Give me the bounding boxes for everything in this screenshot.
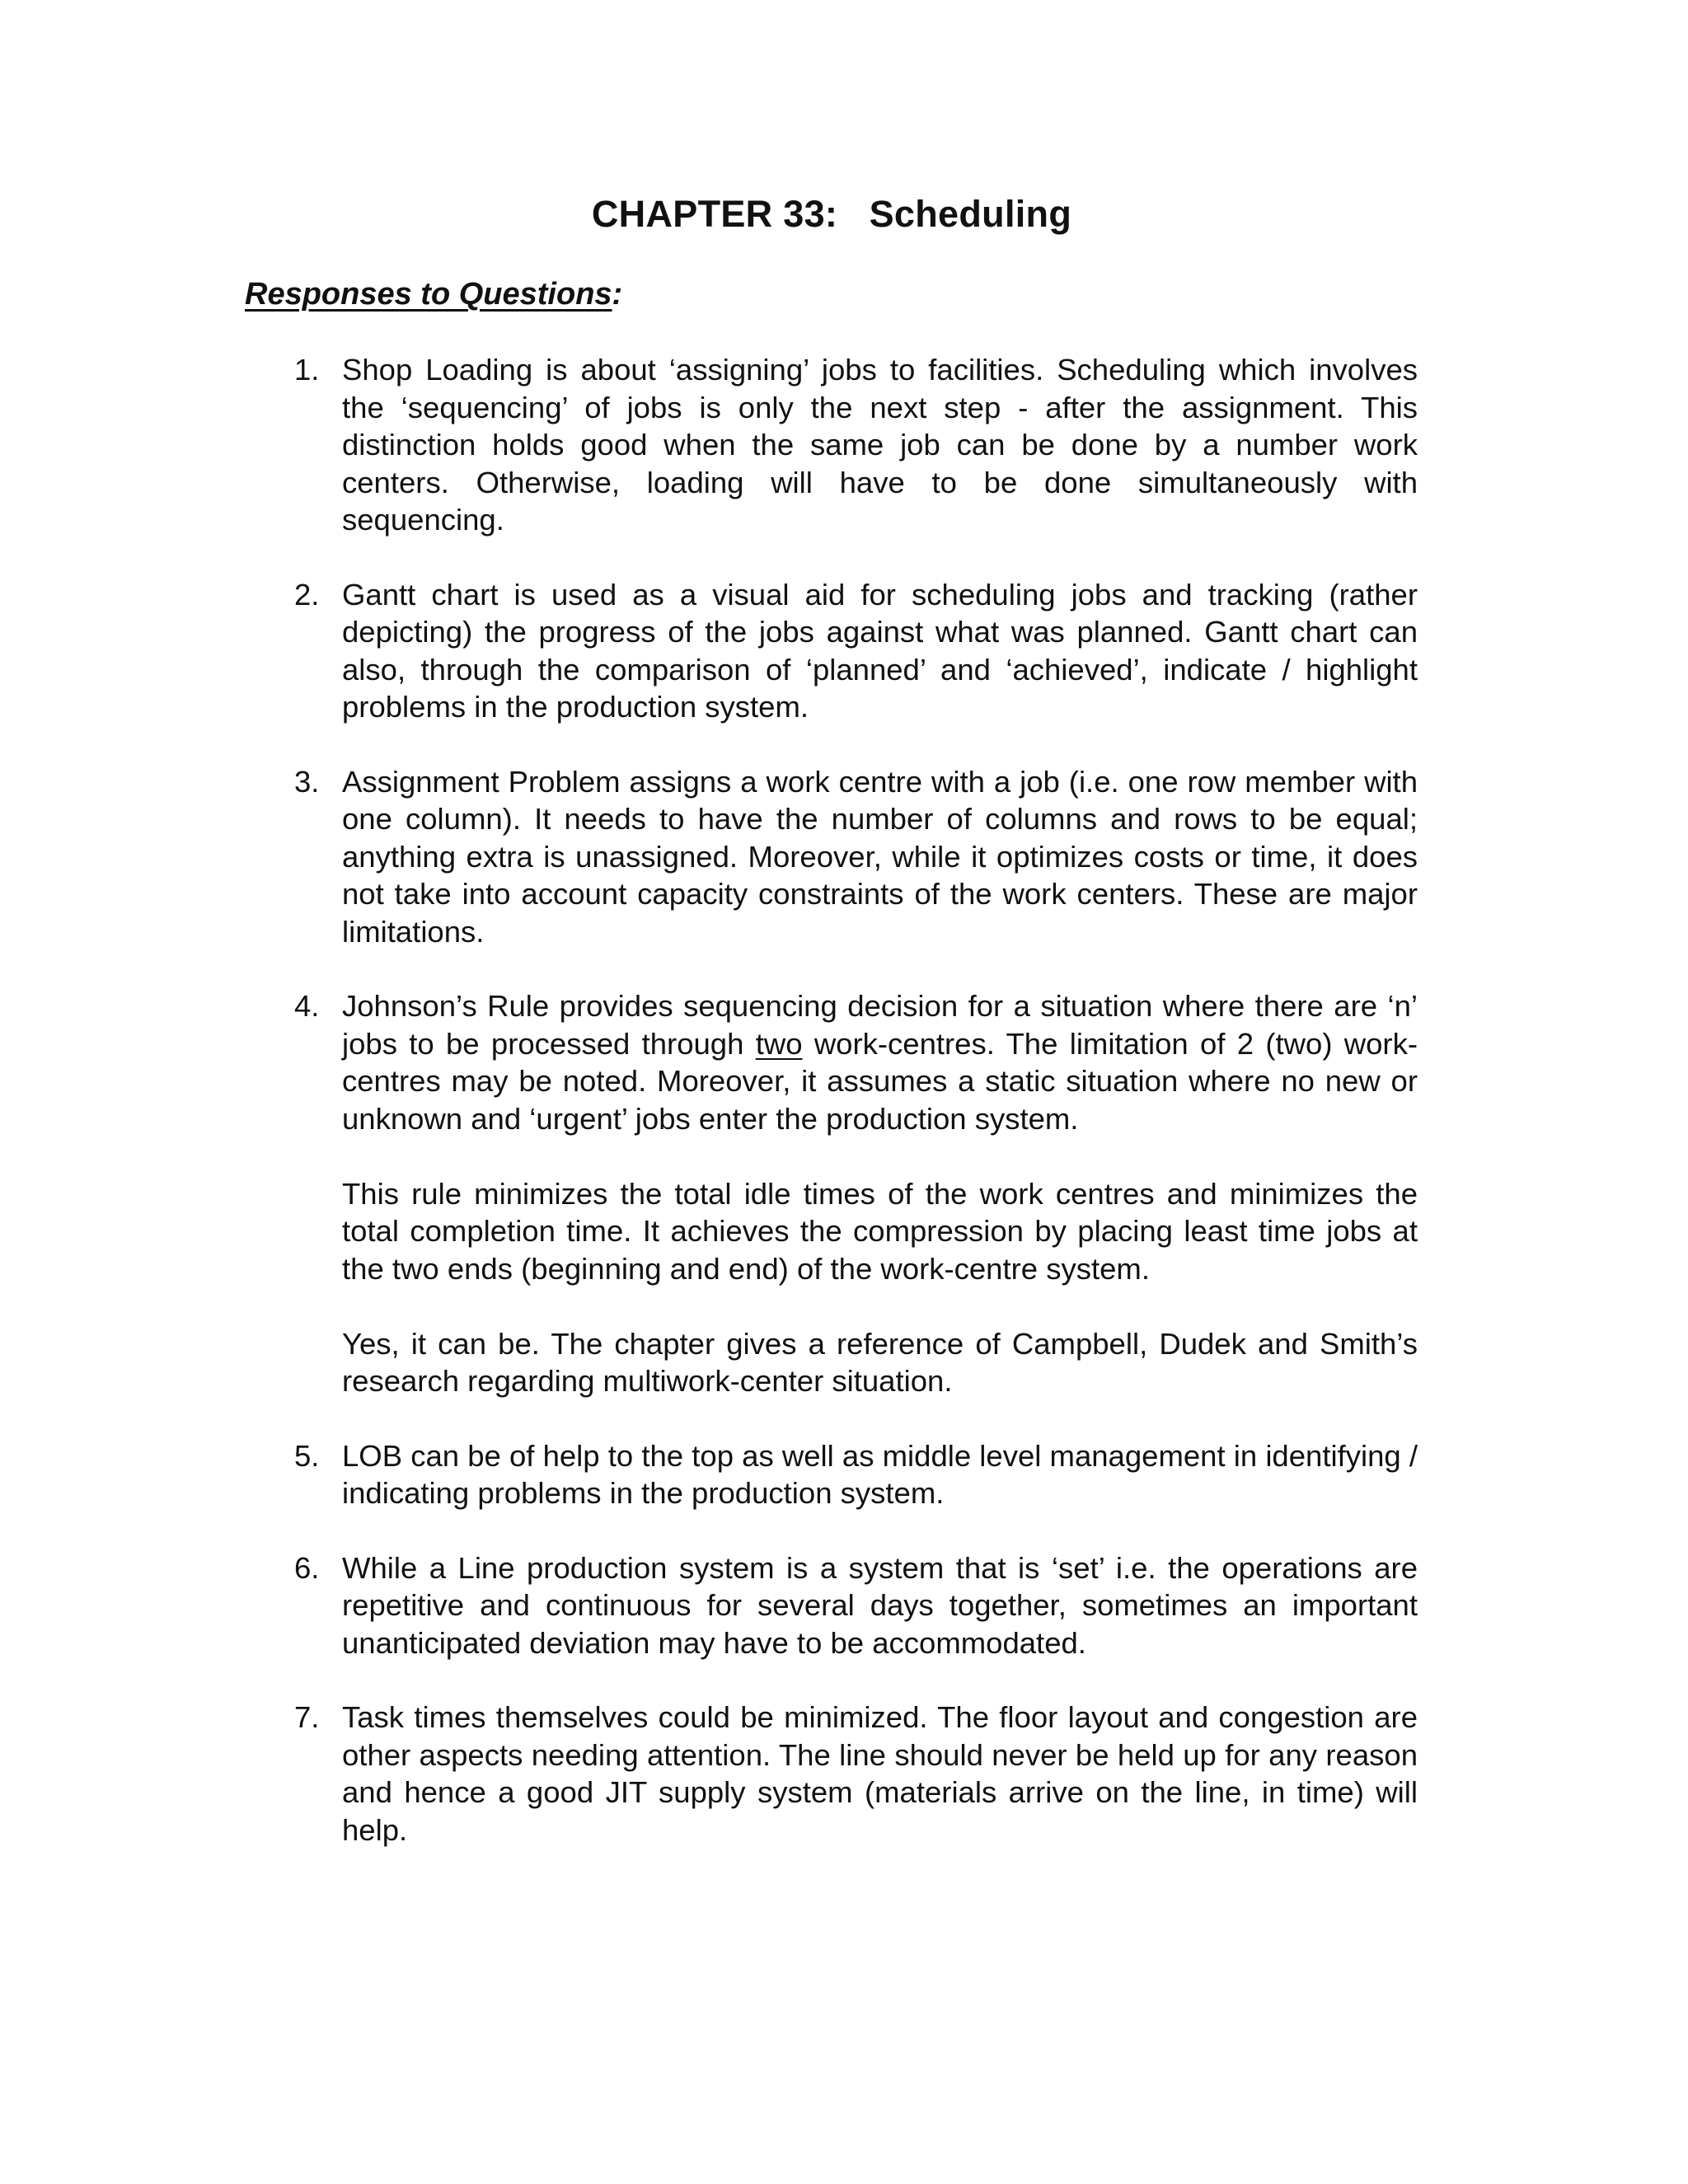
answer-paragraph: Shop Loading is about ‘assigning’ jobs to facilities. Scheduling which involves the ‘sequencing’ of jobs is only the next step - after the assignment. This distinction holds good when the same job can be done by a number work centers. Otherwise, loading will have to be done simultaneously with sequencing.	[342, 353, 1418, 537]
answer-item-1	[284, 351, 1418, 539]
section-heading	[245, 277, 622, 312]
answer-number: 4.	[294, 989, 320, 1023]
answer-item-2	[284, 576, 1418, 726]
chapter-title: CHAPTER 33: Scheduling	[591, 193, 1072, 235]
answer-number: 5.	[294, 1438, 320, 1473]
answer-paragraph: Yes, it can be. The chapter gives a reference of Campbell, Dudek and Smith’s research regarding multiwork-center situation.	[342, 1326, 1418, 1398]
answer-item-5	[284, 1437, 1418, 1512]
answer-paragraph: LOB can be of help to the top as well as middle level management in identifying / indicating problems in the production system.	[342, 1438, 1418, 1510]
section-heading-colon: :	[612, 277, 623, 312]
answer-item-4	[284, 987, 1418, 1400]
answer-number: 6.	[294, 1550, 320, 1585]
answer-text-segment: work-centres. The limitation of 2 (two) work-centres may be noted. Moreover, it assumes a static situation where no new or unknown and ‘urgent’ jobs enter the production system.	[342, 1026, 1418, 1136]
answer-number: 2.	[294, 577, 320, 612]
answer-item-3	[284, 763, 1418, 951]
answer-paragraph: While a Line production system is a system that is ‘set’ i.e. the operations are repetitive and continuous for several days together, sometimes an important unanticipated deviation may have to be accommodated.	[342, 1550, 1418, 1660]
answer-text-segment: Johnson’s Rule provides sequencing decision for a situation where there are ‘n’ jobs to be processed through	[342, 989, 1418, 1061]
answer-number: 1.	[294, 353, 320, 387]
underlined-word: two	[755, 1026, 803, 1061]
answer-paragraph: Task times themselves could be minimized. The floor layout and congestion are other aspects needing attention. The line should never be held up for any reason and hence a good JIT supply system (materials arrive on the line, in time) will help.	[342, 1700, 1418, 1847]
answer-paragraph	[342, 987, 1418, 1137]
answers-list	[284, 351, 1418, 1886]
answer-paragraph: Assignment Problem assigns a work centre with a job (i.e. one row member with one column). It needs to have the number of columns and rows to be equal; anything extra is unassigned. Moreover, while it optimizes costs or time, it does not take into account capacity constraints of the work centers. These are major limitations.	[342, 764, 1418, 949]
answer-paragraph: This rule minimizes the total idle times of the work centres and minimizes the total completion time. It achieves the compression by placing least time jobs at the two ends (beginning and end) of the work-centre system.	[342, 1176, 1418, 1286]
answer-item-6	[284, 1549, 1418, 1662]
answer-item-7	[284, 1699, 1418, 1849]
section-heading-text: Responses to Questions	[245, 277, 612, 312]
answer-number: 3.	[294, 764, 320, 799]
answer-paragraph: Gantt chart is used as a visual aid for scheduling jobs and tracking (rather depicting) the progress of the jobs against what was planned. Gantt chart can also, through the comparison of ‘planned’ and ‘achieved’, indicate / highlight problems in the production system.	[342, 577, 1418, 724]
answer-number: 7.	[294, 1700, 320, 1734]
